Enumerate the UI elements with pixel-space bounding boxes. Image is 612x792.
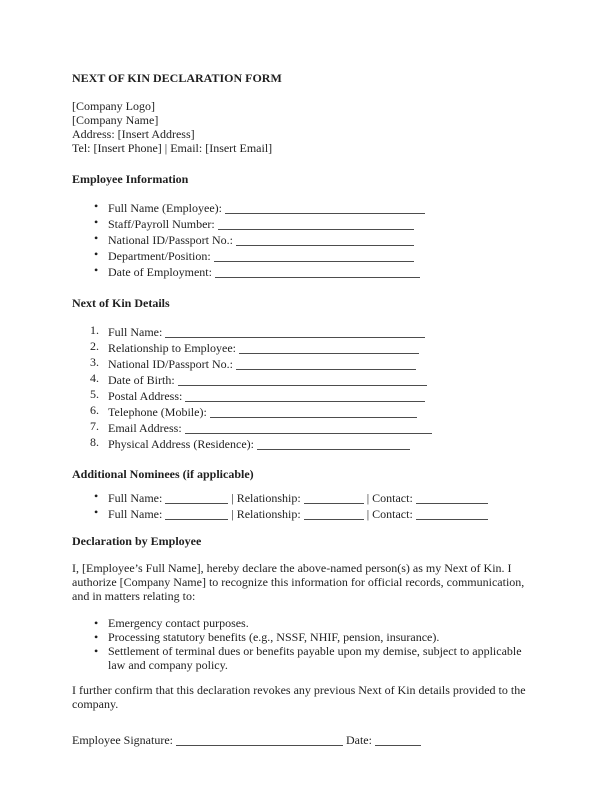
blank-line bbox=[236, 357, 416, 370]
form-field-row bbox=[72, 403, 540, 419]
signature-row bbox=[72, 731, 540, 747]
blank-line bbox=[239, 341, 419, 354]
field-label: Relationship to Employee: bbox=[108, 341, 236, 355]
blank-line bbox=[218, 217, 414, 230]
bullet-marker: • bbox=[94, 616, 99, 630]
company-header-block bbox=[72, 99, 540, 155]
additional-nominees-heading: Additional Nominees (if applicable) bbox=[72, 467, 254, 481]
nominee-relationship-label: | Relationship: bbox=[231, 507, 301, 521]
bullet-marker: • bbox=[94, 231, 99, 245]
form-field-row bbox=[72, 371, 540, 387]
field-label: Email Address: bbox=[108, 421, 182, 435]
blank-line bbox=[416, 507, 488, 520]
signature-line bbox=[176, 733, 343, 746]
company-name-placeholder: [Company Name] bbox=[72, 113, 159, 127]
blank-line bbox=[165, 507, 228, 520]
list-number: 1. bbox=[90, 323, 99, 337]
blank-line bbox=[304, 507, 364, 520]
field-label: Full Name: bbox=[108, 325, 163, 339]
blank-line bbox=[257, 437, 410, 450]
nominee-name-label: Full Name: bbox=[108, 507, 163, 521]
list-number: 6. bbox=[90, 403, 99, 417]
company-address-line: Address: [Insert Address] bbox=[72, 127, 195, 141]
field-label: Staff/Payroll Number: bbox=[108, 217, 215, 231]
signature-label: Employee Signature: bbox=[72, 733, 173, 747]
nominee-contact-label: | Contact: bbox=[366, 491, 413, 505]
field-label: Date of Birth: bbox=[108, 373, 175, 387]
form-field-row bbox=[72, 247, 540, 263]
blank-line bbox=[225, 201, 425, 214]
nominee-row bbox=[72, 505, 540, 521]
blank-line bbox=[210, 405, 417, 418]
blank-line bbox=[214, 249, 414, 262]
company-logo-placeholder: [Company Logo] bbox=[72, 99, 155, 113]
employee-information-list bbox=[72, 199, 540, 279]
bullet-marker: • bbox=[94, 644, 99, 658]
blank-line bbox=[416, 491, 488, 504]
field-label: Date of Employment: bbox=[108, 265, 212, 279]
form-field-row bbox=[72, 435, 540, 451]
field-label: Department/Position: bbox=[108, 249, 211, 263]
next-of-kin-details-list bbox=[72, 323, 540, 451]
date-label: Date: bbox=[345, 733, 372, 747]
purpose-text: Settlement of terminal dues or benefits payable upon my demise, subject to applicable law and company policy. bbox=[108, 644, 522, 672]
purpose-text: Processing statutory benefits (e.g., NSSF, NHIF, pension, insurance). bbox=[108, 630, 440, 644]
form-field-row bbox=[72, 387, 540, 403]
form-field-row bbox=[72, 263, 540, 279]
bullet-marker: • bbox=[94, 630, 99, 644]
nominee-contact-label: | Contact: bbox=[366, 507, 413, 521]
form-field-row bbox=[72, 199, 540, 215]
blank-line bbox=[165, 491, 228, 504]
field-label: National ID/Passport No.: bbox=[108, 233, 233, 247]
form-field-row bbox=[72, 215, 540, 231]
declaration-intro: I, [Employee’s Full Name], hereby declare the above-named person(s) as my Next of Kin. I authorize [Company Name] to recognize this information for official records, communication, and in matters relating to: bbox=[72, 561, 525, 603]
list-number: 2. bbox=[90, 339, 99, 353]
field-label: Telephone (Mobile): bbox=[108, 405, 207, 419]
bullet-marker: • bbox=[94, 489, 99, 503]
nominee-name-label: Full Name: bbox=[108, 491, 163, 505]
declaration-confirmation: I further confirm that this declaration revokes any previous Next of Kin details provided to the company. bbox=[72, 683, 526, 711]
list-number: 8. bbox=[90, 435, 99, 449]
list-number: 5. bbox=[90, 387, 99, 401]
blank-line bbox=[215, 265, 420, 278]
company-contact-line: Tel: [Insert Phone] | Email: [Insert Email] bbox=[72, 141, 273, 155]
declaration-purpose-item bbox=[72, 644, 540, 672]
form-field-row bbox=[72, 419, 540, 435]
field-label: National ID/Passport No.: bbox=[108, 357, 233, 371]
field-label: Physical Address (Residence): bbox=[108, 437, 254, 451]
form-field-row bbox=[72, 231, 540, 247]
bullet-marker: • bbox=[94, 247, 99, 261]
employee-information-heading: Employee Information bbox=[72, 172, 189, 186]
form-field-row bbox=[72, 323, 540, 339]
field-label: Full Name (Employee): bbox=[108, 201, 222, 215]
bullet-marker: • bbox=[94, 263, 99, 277]
list-number: 7. bbox=[90, 419, 99, 433]
nominee-row bbox=[72, 489, 540, 505]
blank-line bbox=[236, 233, 414, 246]
nominee-relationship-label: | Relationship: bbox=[231, 491, 301, 505]
additional-nominees-list bbox=[72, 489, 540, 521]
blank-line bbox=[178, 373, 427, 386]
form-field-row bbox=[72, 355, 540, 371]
bullet-marker: • bbox=[94, 215, 99, 229]
next-of-kin-details-heading: Next of Kin Details bbox=[72, 296, 170, 310]
bullet-marker: • bbox=[94, 505, 99, 519]
declaration-heading: Declaration by Employee bbox=[72, 534, 202, 548]
declaration-purpose-item bbox=[72, 630, 540, 644]
blank-line bbox=[165, 325, 425, 338]
purpose-text: Emergency contact purposes. bbox=[108, 616, 249, 630]
declaration-purpose-item bbox=[72, 616, 540, 630]
list-number: 4. bbox=[90, 371, 99, 385]
blank-line bbox=[185, 389, 425, 402]
form-title: NEXT OF KIN DECLARATION FORM bbox=[72, 71, 282, 85]
list-number: 3. bbox=[90, 355, 99, 369]
date-line bbox=[375, 733, 421, 746]
blank-line bbox=[304, 491, 364, 504]
form-field-row bbox=[72, 339, 540, 355]
blank-line bbox=[185, 421, 432, 434]
declaration-purposes-list bbox=[72, 616, 540, 672]
bullet-marker: • bbox=[94, 199, 99, 213]
field-label: Postal Address: bbox=[108, 389, 183, 403]
